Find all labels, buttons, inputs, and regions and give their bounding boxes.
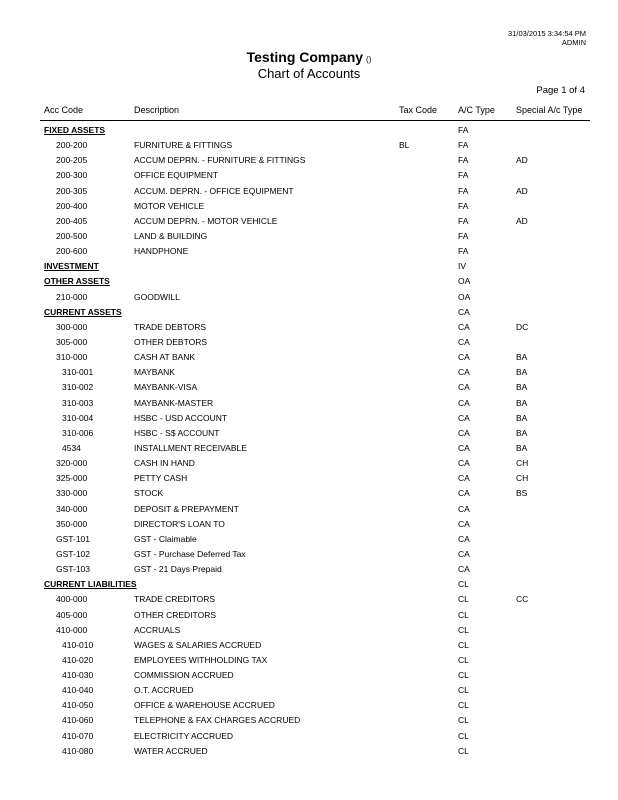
account-description: MAYBANK-VISA: [134, 382, 198, 393]
account-description: DEPOSIT & PREPAYMENT: [134, 503, 239, 514]
account-description: COMMISSION ACCRUED: [134, 670, 234, 681]
account-type: FA: [458, 246, 469, 257]
account-description: HSBC - S$ ACCOUNT: [134, 427, 220, 438]
account-code: 410-030: [62, 670, 94, 681]
account-type: CA: [458, 442, 470, 453]
account-description: CASH IN HAND: [134, 458, 195, 469]
group-heading-row: [0, 306, 618, 321]
account-row: [0, 215, 618, 230]
accounts-table: [0, 124, 618, 760]
account-type: FA: [458, 215, 469, 226]
account-type: CL: [458, 685, 469, 696]
account-code: 340-000: [56, 503, 88, 514]
account-description: OFFICE & WAREHOUSE ACCRUED: [134, 700, 275, 711]
account-type: CA: [458, 397, 470, 408]
account-row: [0, 639, 618, 654]
account-type: CA: [458, 382, 470, 393]
account-description: ACCUM DEPRN. - MOTOR VEHICLE: [134, 215, 278, 226]
account-code: 200-405: [56, 215, 88, 226]
account-code: 200-600: [56, 246, 88, 257]
account-description: GST - 21 Days Prepaid: [134, 564, 222, 575]
account-type: FA: [458, 230, 469, 241]
account-type: OA: [458, 276, 471, 287]
account-tax-code: BL: [399, 140, 410, 151]
account-special-type: DC: [516, 321, 529, 332]
account-row: [0, 200, 618, 215]
account-type: CA: [458, 488, 470, 499]
account-code: 210-000: [56, 291, 88, 302]
col-header-description: Description: [134, 105, 180, 115]
account-description: HSBC - USD ACCOUNT: [134, 412, 228, 423]
account-description: CASH AT BANK: [134, 352, 196, 363]
account-row: [0, 154, 618, 169]
account-special-type: BA: [516, 367, 528, 378]
account-code: GST-101: [56, 533, 91, 544]
group-heading-row: [0, 275, 618, 290]
account-type: CA: [458, 352, 470, 363]
account-type: CA: [458, 336, 470, 347]
account-row: [0, 730, 618, 745]
col-header-code: Acc Code: [44, 105, 84, 115]
account-description: ACCUM. DEPRN. - OFFICE EQUIPMENT: [134, 185, 294, 196]
col-header-special: Special A/c Type: [516, 105, 583, 115]
account-type: CA: [458, 306, 470, 317]
account-type: CL: [458, 579, 469, 590]
account-row: [0, 185, 618, 200]
account-code: 310-000: [56, 352, 88, 363]
account-description: MAYBANK: [134, 367, 175, 378]
account-code: 405-000: [56, 609, 88, 620]
account-type: CL: [458, 609, 469, 620]
account-special-type: CH: [516, 458, 529, 469]
account-description: ACCUM DEPRN. - FURNITURE & FITTINGS: [134, 155, 306, 166]
account-code: 320-000: [56, 458, 88, 469]
account-code: 200-200: [56, 140, 88, 151]
account-code: 200-500: [56, 230, 88, 241]
account-type: CA: [458, 473, 470, 484]
account-row: [0, 366, 618, 381]
account-type: CL: [458, 730, 469, 741]
group-heading-row: [0, 124, 618, 139]
account-code: 410-080: [62, 745, 94, 756]
account-code: 410-020: [62, 654, 94, 665]
account-code: 410-070: [62, 730, 94, 741]
account-code: 350-000: [56, 518, 88, 529]
account-type: CL: [458, 670, 469, 681]
company-name: [0, 50, 618, 67]
account-code: 410-060: [62, 715, 94, 726]
account-description: OTHER CREDITORS: [134, 609, 217, 620]
account-special-type: BA: [516, 427, 528, 438]
account-type: CA: [458, 548, 470, 559]
column-headers: [0, 105, 618, 117]
account-description: WATER ACCRUED: [134, 745, 208, 756]
account-type: OA: [458, 291, 471, 302]
account-code: 410-050: [62, 700, 94, 711]
account-row: [0, 548, 618, 563]
group-heading-row: [0, 578, 618, 593]
account-code: 310-001: [62, 367, 94, 378]
account-type: FA: [458, 125, 469, 135]
account-row: [0, 563, 618, 578]
print-user: ADMIN: [561, 38, 586, 47]
account-row: [0, 669, 618, 684]
account-type: FA: [458, 185, 469, 196]
print-timestamp: 31/03/2015 3:34:54 PM: [508, 29, 586, 38]
account-description: FURNITURE & FITTINGS: [134, 140, 233, 151]
header-rule: [40, 120, 590, 121]
account-code: 400-000: [56, 594, 88, 605]
account-type: CA: [458, 503, 470, 514]
company-suffix: (): [366, 55, 372, 64]
account-code: 200-300: [56, 170, 88, 181]
account-type: CL: [458, 745, 469, 756]
account-type: CL: [458, 624, 469, 635]
account-row: [0, 381, 618, 396]
account-type: CA: [458, 367, 470, 378]
account-special-type: CC: [516, 594, 529, 605]
account-special-type: BS: [516, 488, 528, 499]
account-description: INSTALLMENT RECEIVABLE: [134, 442, 247, 453]
account-code: 410-040: [62, 685, 94, 696]
account-row: [0, 609, 618, 624]
account-description: EMPLOYEES WITHHOLDING TAX: [134, 654, 268, 665]
account-description: ELECTRICITY ACCRUED: [134, 730, 234, 741]
report-stamp: [508, 29, 586, 47]
account-row: [0, 412, 618, 427]
account-row: [0, 291, 618, 306]
account-description: WAGES & SALARIES ACCRUED: [134, 639, 262, 650]
page-indicator: Page 1 of 4: [536, 85, 585, 96]
account-code: 300-000: [56, 321, 88, 332]
account-row: [0, 745, 618, 760]
account-description: DIRECTOR'S LOAN TO: [134, 518, 225, 529]
account-row: [0, 351, 618, 366]
account-row: [0, 230, 618, 245]
report-header: [0, 50, 618, 81]
account-type: CL: [458, 639, 469, 650]
group-heading: INVESTMENT: [44, 261, 99, 272]
account-type: CA: [458, 564, 470, 575]
account-description: OFFICE EQUIPMENT: [134, 170, 219, 181]
account-row: [0, 487, 618, 502]
account-description: GST - Purchase Deferred Tax: [134, 548, 246, 559]
account-type: IV: [458, 261, 467, 272]
account-type: CL: [458, 654, 469, 665]
account-code: 4534: [62, 442, 81, 453]
account-special-type: BA: [516, 412, 528, 423]
account-row: [0, 472, 618, 487]
account-row: [0, 397, 618, 412]
report-title: Chart of Accounts: [257, 66, 361, 81]
account-row: [0, 518, 618, 533]
account-row: [0, 684, 618, 699]
account-code: 310-002: [62, 382, 94, 393]
account-row: [0, 699, 618, 714]
account-row: [0, 245, 618, 260]
account-row: [0, 714, 618, 729]
account-special-type: CH: [516, 473, 529, 484]
account-row: [0, 503, 618, 518]
col-header-type: A/C Type: [458, 105, 495, 115]
group-heading: FIXED ASSETS: [44, 125, 106, 135]
account-code: 310-003: [62, 397, 94, 408]
account-description: MAYBANK-MASTER: [134, 397, 214, 408]
group-heading: OTHER ASSETS: [44, 276, 110, 287]
account-code: GST-103: [56, 564, 91, 575]
account-type: CA: [458, 533, 470, 544]
account-type: FA: [458, 200, 469, 211]
account-description: LAND & BUILDING: [134, 230, 208, 241]
account-row: [0, 533, 618, 548]
account-code: GST-102: [56, 548, 91, 559]
account-row: [0, 442, 618, 457]
account-special-type: BA: [516, 442, 528, 453]
col-header-tax: Tax Code: [399, 105, 438, 115]
account-code: 200-400: [56, 200, 88, 211]
account-type: FA: [458, 140, 469, 151]
account-row: [0, 593, 618, 608]
account-description: STOCK: [134, 488, 164, 499]
account-row: [0, 427, 618, 442]
account-description: OTHER DEBTORS: [134, 336, 208, 347]
account-row: [0, 321, 618, 336]
account-description: HANDPHONE: [134, 246, 189, 257]
account-type: CL: [458, 594, 469, 605]
account-description: O.T. ACCRUED: [134, 685, 194, 696]
account-row: [0, 654, 618, 669]
account-description: GOODWILL: [134, 291, 180, 302]
account-code: 330-000: [56, 488, 88, 499]
account-special-type: BA: [516, 397, 528, 408]
account-code: 410-000: [56, 624, 88, 635]
account-row: [0, 139, 618, 154]
account-code: 325-000: [56, 473, 88, 484]
account-special-type: AD: [516, 155, 528, 166]
company-name-text: Testing Company: [246, 49, 364, 65]
account-type: CL: [458, 700, 469, 711]
group-heading-row: [0, 260, 618, 275]
account-type: FA: [458, 155, 469, 166]
account-type: CA: [458, 427, 470, 438]
account-type: CA: [458, 518, 470, 529]
account-type: FA: [458, 170, 469, 181]
account-special-type: BA: [516, 382, 528, 393]
account-row: [0, 169, 618, 184]
group-heading: CURRENT LIABILITIES: [44, 579, 137, 590]
account-row: [0, 336, 618, 351]
account-code: 410-010: [62, 639, 94, 650]
group-heading: CURRENT ASSETS: [44, 306, 122, 317]
account-row: [0, 457, 618, 472]
account-code: 310-006: [62, 427, 94, 438]
account-code: 200-305: [56, 185, 88, 196]
account-type: CL: [458, 715, 469, 726]
account-code: 200-205: [56, 155, 88, 166]
account-description: TELEPHONE & FAX CHARGES ACCRUED: [134, 715, 301, 726]
account-special-type: AD: [516, 185, 528, 196]
account-type: CA: [458, 458, 470, 469]
account-description: TRADE CREDITORS: [134, 594, 216, 605]
account-description: MOTOR VEHICLE: [134, 200, 205, 211]
account-description: TRADE DEBTORS: [134, 321, 207, 332]
account-special-type: AD: [516, 215, 528, 226]
account-description: PETTY CASH: [134, 473, 188, 484]
account-code: 305-000: [56, 336, 88, 347]
account-description: ACCRUALS: [134, 624, 181, 635]
account-code: 310-004: [62, 412, 94, 423]
account-type: CA: [458, 412, 470, 423]
account-special-type: BA: [516, 352, 528, 363]
account-row: [0, 624, 618, 639]
account-type: CA: [458, 321, 470, 332]
account-description: GST - Claimable: [134, 533, 197, 544]
